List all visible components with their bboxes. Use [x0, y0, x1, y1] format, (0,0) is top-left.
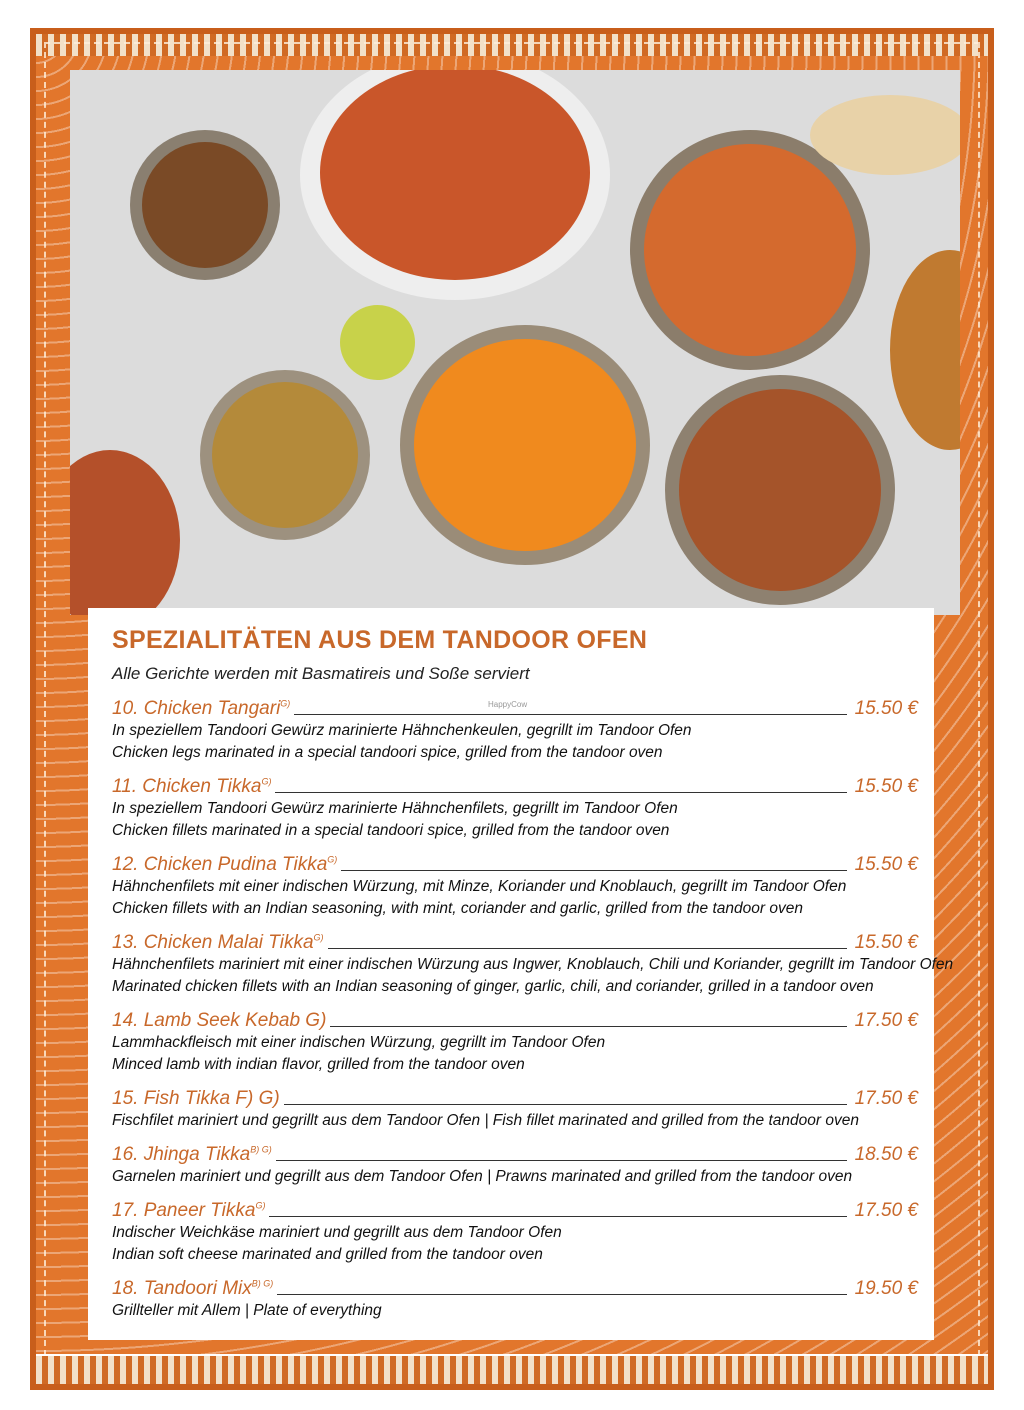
menu-item-name: 16. Jhinga Tikka$^{B) G)}$	[112, 1144, 272, 1165]
menu-item	[112, 848, 918, 920]
menu-item-name: 17. Paneer Tikka$^{G)}$	[112, 1200, 266, 1221]
watermark: HappyCow	[488, 700, 528, 709]
menu-item-name: 14. Lamb Seek Kebab G)	[112, 1010, 327, 1031]
menu-item	[112, 770, 918, 842]
menu-item-name: 13. Chicken Malai Tikka$^{G)}$	[112, 932, 324, 953]
menu-item-allergens: G)	[313, 932, 324, 943]
food-photo	[70, 70, 960, 615]
menu-item	[112, 926, 954, 998]
menu-item-allergens: G)	[261, 776, 272, 787]
leader-line	[276, 1160, 847, 1161]
menu-item-line	[112, 848, 918, 876]
menu-item-line	[112, 1138, 918, 1166]
leader-line	[330, 1026, 846, 1027]
menu-item-price: 15.50 €	[854, 698, 918, 719]
menu-item-description: Chicken fillets with an Indian seasoning, with mint, coriander and garlic, grilled from the tandoor oven	[112, 900, 803, 917]
menu-item-price: 17.50 €	[854, 1200, 918, 1221]
menu-item-line	[112, 1194, 918, 1222]
right-dish-image	[890, 250, 960, 450]
paneer-bowl-image	[665, 375, 895, 605]
leader-line	[275, 792, 846, 793]
menu-card	[88, 608, 954, 1340]
menu-item-description: Hähnchenfilets mit einer indischen Würzung, mit Minze, Koriander und Knoblauch, gegrillt im Tandoor Ofen	[112, 878, 847, 895]
menu-item-price: 17.50 €	[854, 1010, 918, 1031]
menu-item-description: In speziellem Tandoori Gewürz marinierte Hähnchenkeulen, gegrillt im Tandoor Ofen	[112, 722, 692, 739]
menu-item-line	[112, 1082, 918, 1110]
menu-item	[112, 1004, 918, 1076]
menu-item-price: 15.50 €	[854, 932, 918, 953]
menu-item-description: Indian soft cheese marinated and grilled from the tandoor oven	[112, 1246, 543, 1263]
menu-item-allergens: G)	[280, 698, 291, 709]
menu-item-allergens: B) G)	[250, 1144, 272, 1155]
side-bowl-image	[130, 130, 280, 280]
section-title: SPEZIALITÄTEN AUS DEM TANDOOR OFEN	[112, 626, 648, 654]
menu-item-description: Marinated chicken fillets with an Indian seasoning of ginger, garlic, chili, and coriander, grilled in a tandoor oven	[112, 978, 874, 995]
menu-item-description: Garnelen mariniert und gegrillt aus dem Tandoor Ofen | Prawns marinated and grilled from the tandoor oven	[112, 1168, 853, 1185]
lime-image	[340, 305, 415, 380]
menu-item-description: Lammhackfleisch mit einer indischen Würzung, gegrillt im Tandoor Ofen	[112, 1034, 606, 1051]
rice-bowl-image	[400, 325, 650, 565]
leader-line	[269, 1216, 846, 1217]
menu-item-allergens: G)	[255, 1200, 266, 1211]
menu-item-price: 15.50 €	[854, 854, 918, 875]
menu-item-description: Chicken legs marinated in a special tandoori spice, grilled from the tandoor oven	[112, 744, 663, 761]
menu-item-line	[112, 1272, 918, 1300]
menu-item-price: 15.50 €	[854, 776, 918, 797]
leader-line	[294, 714, 846, 715]
menu-item-name: 11. Chicken Tikka$^{G)}$	[112, 776, 272, 797]
menu-item-name: 18. Tandoori Mix$^{B) G)}$	[112, 1278, 274, 1299]
dal-bowl-image	[200, 370, 370, 540]
menu-item-description: Minced lamb with indian flavor, grilled from the tandoor oven	[112, 1056, 525, 1073]
menu-item-line	[112, 926, 918, 954]
menu-item-description: Hähnchenfilets mariniert mit einer indischen Würzung aus Ingwer, Knoblauch, Chili und Koriander, gegrillt im Tandoor Ofen	[112, 956, 954, 973]
menu-item-description: Indischer Weichkäse mariniert und gegrillt aus dem Tandoor Ofen	[112, 1224, 562, 1241]
curry-bowl-image	[300, 70, 610, 300]
menu-item-price: 19.50 €	[854, 1278, 918, 1299]
leader-line	[341, 870, 846, 871]
menu-item	[112, 692, 918, 764]
menu-item-name: 15. Fish Tikka F) G)	[112, 1088, 280, 1109]
leader-line	[328, 948, 847, 949]
menu-item	[112, 1272, 918, 1322]
left-dish-image	[70, 450, 180, 615]
leader-line	[277, 1294, 846, 1295]
menu-item	[112, 1138, 918, 1188]
menu-item-description: In speziellem Tandoori Gewürz marinierte Hähnchenfilets, gegrillt im Tandoor Ofen	[112, 800, 678, 817]
menu-item-line	[112, 692, 918, 720]
bottom-pattern-band	[36, 1354, 988, 1384]
menu-item-allergens: G)	[327, 854, 338, 865]
menu-item	[112, 1194, 918, 1266]
menu-item-line	[112, 1004, 918, 1032]
menu-item-name: 10. Chicken Tangari$^{G)}$	[112, 698, 291, 719]
menu-item-description: Fischfilet mariniert und gegrillt aus dem Tandoor Ofen | Fish fillet marinated and grilled from the tandoor oven	[112, 1112, 859, 1129]
menu-item-line	[112, 770, 918, 798]
menu-item-allergens: B) G)	[251, 1278, 274, 1289]
menu-item-price: 18.50 €	[854, 1144, 918, 1165]
menu-items	[112, 692, 954, 1328]
section-subtitle: Alle Gerichte werden mit Basmatireis und Soße serviert	[112, 664, 530, 683]
menu-item	[112, 1082, 918, 1132]
menu-item-description: Grillteller mit Allem | Plate of everything	[112, 1302, 382, 1319]
naan-image	[810, 95, 960, 175]
leader-line	[284, 1104, 847, 1105]
menu-item-price: 17.50 €	[854, 1088, 918, 1109]
curry-pot-image	[630, 130, 870, 370]
menu-item-name: 12. Chicken Pudina Tikka$^{G)}$	[112, 854, 338, 875]
menu-item-description: Chicken fillets marinated in a special tandoori spice, grilled from the tandoor oven	[112, 822, 670, 839]
